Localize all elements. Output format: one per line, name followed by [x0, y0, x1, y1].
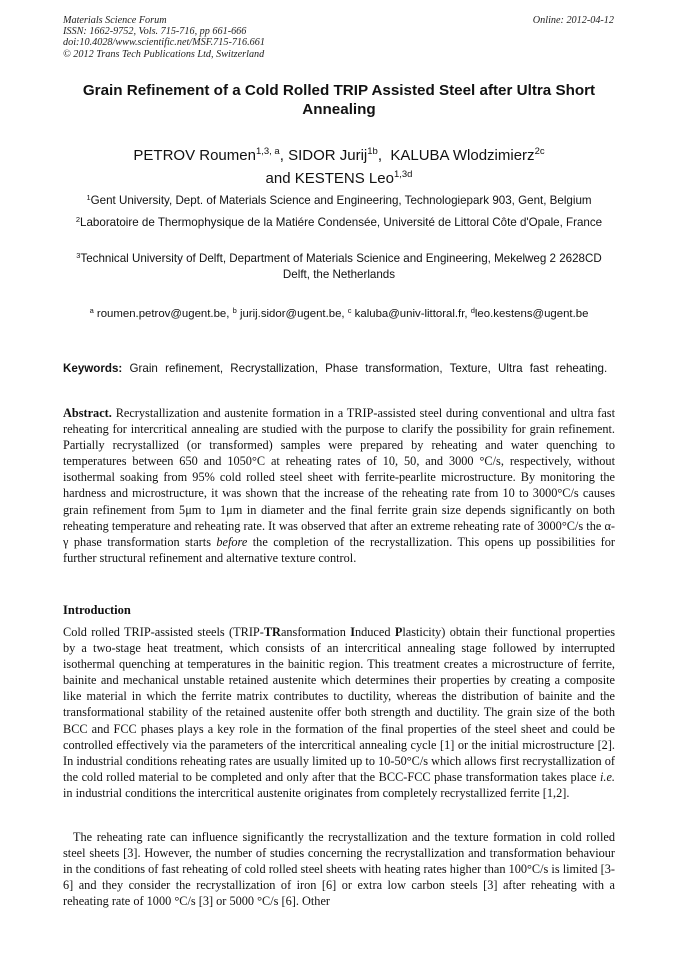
online-date: Online: 2012-04-12: [532, 15, 614, 26]
email-sup: d: [470, 306, 475, 315]
affiliation-number: 3: [76, 251, 81, 260]
email-link[interactable]: kaluba@univ-littoral.fr,: [354, 308, 468, 320]
author-name: PETROV Roumen: [133, 147, 256, 164]
intro-text: in industrial conditions the intercritical austenite originates from completely recrystallized ferrite [1,2].: [63, 785, 570, 800]
intro-text-tail: 1000 °C/s [3] or 5000 °C/s [6]. Other: [146, 894, 330, 909]
email-sup: b: [232, 306, 237, 315]
intro-text: The reheating rate can influence significantly the recrystallization and the texture formation in cold rolled steel sheets [3]. However, the number of studies concerning the recrystallization and transformation behaviour in the conditions of fast reheating of cold rolled steel sheets with heating rates higher than 100°C/s is limited [3-6] and they consider the recrystallization of iron [6] or extra low carbon steels [3] after reheating with a reheating rate of: [63, 830, 615, 909]
email-link[interactable]: jurij.sidor@ugent.be,: [239, 308, 345, 320]
intro-italic: i.e.: [599, 769, 615, 784]
abstract-italic: before: [216, 534, 248, 549]
intro-bold-letter: P: [394, 625, 403, 639]
abstract-text: Recrystallization and austenite formation in a TRIP-assisted steel during conventional and ultra fast reheating for intercritical annealing are studied with the purpose to clarify the possibility for grain refinement. Partially recrystallized (or transformed) samples were prepared by reheating and water quenching to temperatures between 650 and 1050°C at reheating rates of 10, 50, and 3000 °C/s, respectively, without isothermal soaking from 95% cold rolled steel sheet with ferrite-pearlite microstructure. By monitoring the hardness and microstructure, it was shown that the increase of the reheating rate from 10 to 3000°C/s causes grain refinement from 5μm to 1μm in diameter and the final ferrite grain size depends significantly on both reheating temperature and reheating rate. It was observed that after an extreme reheating rate of 3000°C/s the α-γ phase transformation starts: [63, 406, 615, 549]
intro-text: Cold rolled TRIP-assisted steels (TRIP-: [63, 625, 264, 639]
affiliation-number: 2: [75, 215, 81, 224]
introduction-paragraph-1: [63, 624, 615, 801]
author-line-2: [63, 167, 615, 190]
author-affil-sup: 1b: [367, 146, 378, 157]
paper-title: Grain Refinement of a Cold Rolled TRIP Assisted Steel after Ultra Short Annealing: [82, 82, 596, 118]
copyright-line: © 2012 Trans Tech Publications Ltd, Switzerland: [63, 48, 265, 60]
intro-text: ansformation: [280, 625, 346, 639]
journal-header: [63, 15, 265, 60]
intro-text: nduced: [354, 625, 391, 639]
intro-bold-letter: TR: [263, 625, 281, 639]
affiliation-text: Technical University of Delft, Department of Materials Scienice and Engineering, Mekelweg 2 2628CD Delft, the Netherlands: [80, 252, 602, 281]
keywords-text: Grain refinement, Recrystallization, Phase transformation, Texture, Ultra fast reheating.: [129, 362, 608, 375]
abstract-label: Abstract.: [63, 406, 112, 420]
introduction-paragraph-2: [63, 829, 615, 909]
intro-text: lasticity) obtain their functional properties by a two-stage heat treatment, which consists of an intercritical annealing stage followed by interrupted isothermal quenching at temperatures in the bainitic region. This treatment creates a microstructure of ferrite, bainite and mechanical unstable retained austenite which determines their properties by creating a composite like material in which the ferrite matrix contributes to ductility, whereas the distribution of bainite and the transformational stability of the retained austenite offer both strength and ductility. The grain size of the both BCC and FCC phases plays a key role in the formation of the final properties of the steel sheet and could be controlled effectively via the parameters of the intercritical annealing cycle [1] or the initial microstructure [2]. In industrial conditions reheating rates are usually limited up to 10-50°C/s which allows first recrystallization of the cold rolled material to be completed and only after that the BCC-FCC phase transformation takes place: [63, 625, 616, 784]
abstract-text-end: the completion of the recrystallization. This opens up possibilities for further structural refinement and alternative texture control.: [63, 534, 615, 565]
keywords: [63, 361, 615, 377]
abstract: [63, 405, 615, 566]
affiliation-3: [63, 251, 615, 282]
author-line-1: PETROV Roumen$^{1,3, a}$, SIDOR Jurij$^{1b}$, KALUBA Wlodzimierz$^{2c}$: [133, 146, 545, 164]
email-link[interactable]: leo.kestens@ugent.be: [474, 308, 589, 320]
affiliation-number: 1: [86, 193, 91, 202]
author-name: SIDOR Jurij: [288, 147, 368, 164]
author-affil-sup: 2c: [534, 146, 545, 157]
author-list: [63, 144, 615, 190]
journal-name: Materials Science Forum: [63, 15, 167, 26]
introduction-heading: Introduction: [63, 603, 131, 617]
author-name: KALUBA Wlodzimierz: [390, 147, 535, 164]
email-link[interactable]: roumen.petrov@ugent.be,: [96, 308, 230, 320]
affiliation-2: [63, 215, 615, 231]
doi-line: doi:10.4028/www.scientific.net/MSF.715-716.661: [63, 37, 265, 49]
author-name: KESTENS Leo: [294, 170, 394, 187]
keywords-label: Keywords:: [63, 362, 123, 375]
author-affil-sup: 1,3, a: [255, 146, 280, 157]
issn-line: ISSN: 1662-9752, Vols. 715-716, pp 661-666: [63, 26, 247, 38]
email-sup: a: [89, 306, 94, 315]
affiliation-text: Gent University, Dept. of Materials Science and Engineering, Technologiepark 903, Gent, Belgium: [90, 194, 592, 207]
author-affil-sup: 1,3d: [393, 169, 413, 180]
affiliation-text: Laboratoire de Thermophysique de la Matiére Condensée, Université de Littoral Côte d'Opale, France: [80, 216, 603, 229]
affiliation-1: [63, 193, 615, 209]
email-sup: c: [347, 306, 352, 315]
author-and: and: [265, 170, 291, 187]
intro-bold-letter: I: [350, 625, 355, 639]
author-emails: [63, 307, 615, 322]
